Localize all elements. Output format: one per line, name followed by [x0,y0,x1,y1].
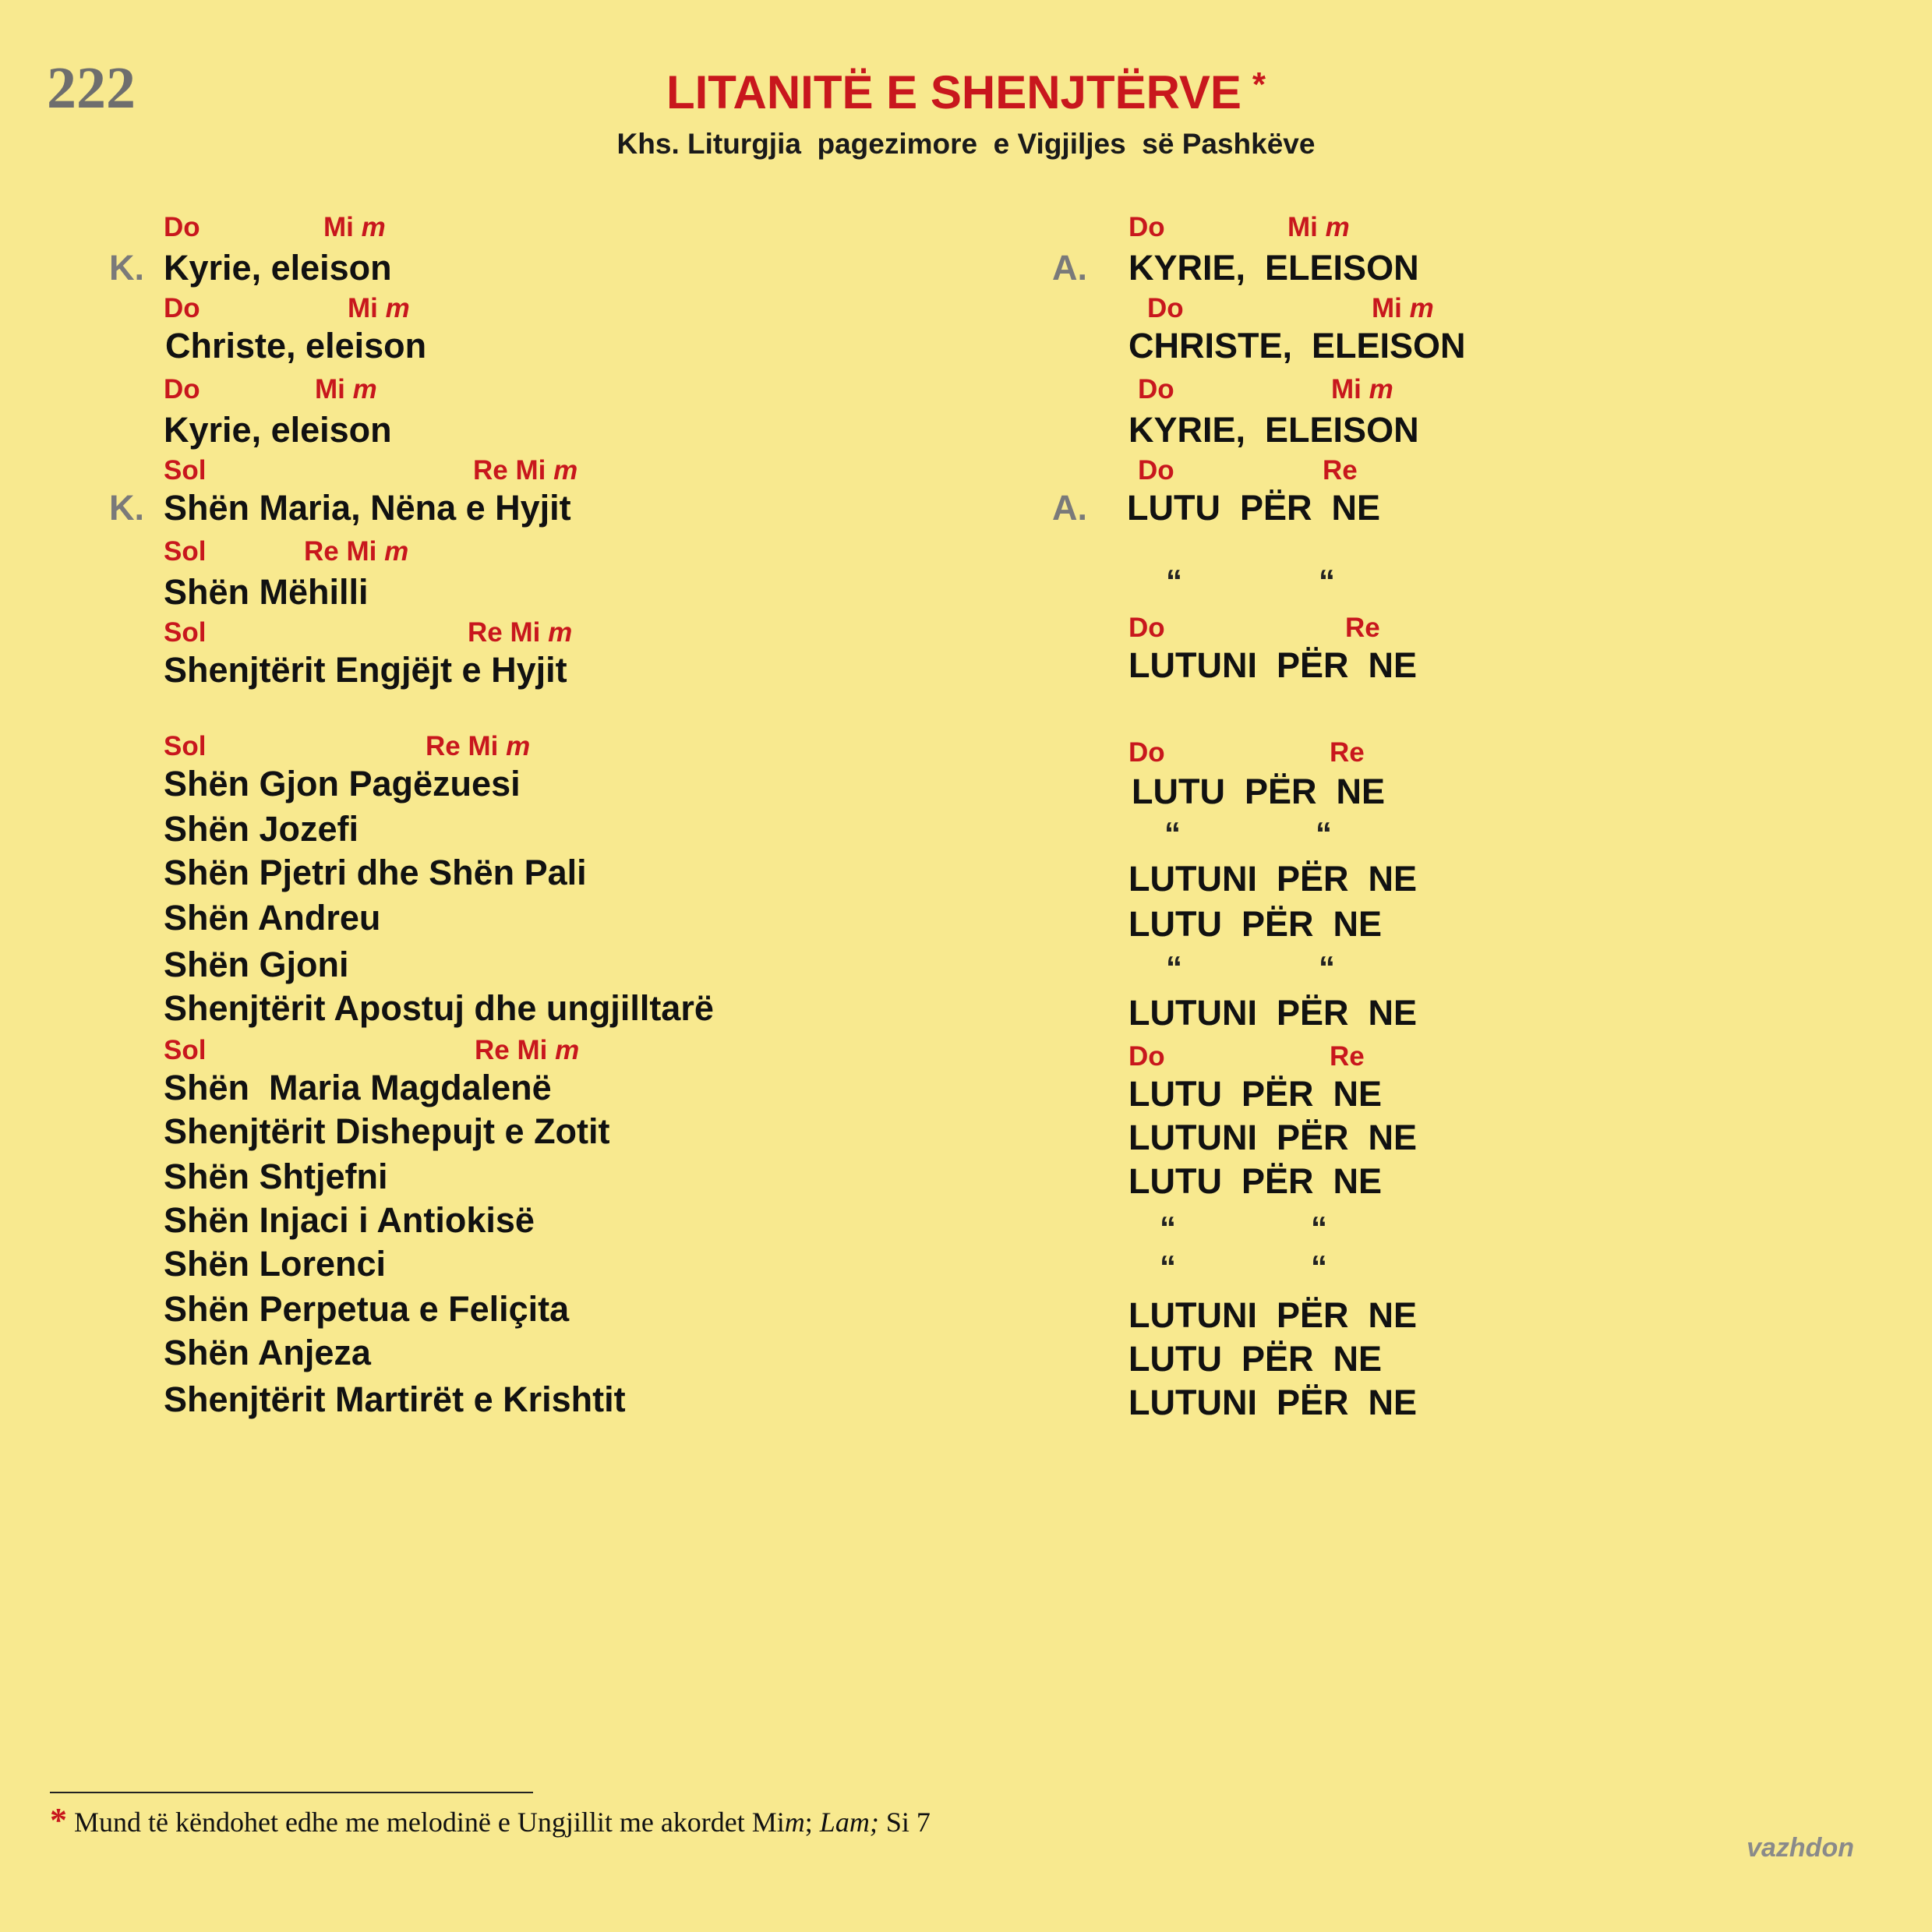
chord: Do [164,212,200,242]
lyric-line: Shën Lorenci [164,1244,387,1284]
lyric-line: Christe, eleison [165,326,427,366]
response-line: LUTUNI PËR NE [1128,645,1418,685]
chord: Mi m [315,374,377,404]
lyric-line: Shën Jozefi [164,809,359,849]
lyric-line: Shën Gjon Pagëzuesi [164,764,521,804]
response-line: LUTU PËR NE [1127,488,1381,528]
lyric-line: Shën Pjetri dhe Shën Pali [164,853,587,892]
chord: Re Mi m [473,455,578,486]
response-line: CHRISTE, ELEISON [1128,326,1466,366]
chord: Mi m [1331,374,1393,404]
lyric-line: Kyrie, eleison [164,248,392,288]
continue-label: vazhdon [1747,1833,1854,1863]
ditto-mark: “ [1311,1249,1327,1285]
ditto-mark: “ [1316,815,1332,852]
chord: Do [1138,455,1174,486]
ditto-mark: “ [1311,1210,1327,1246]
voice-marker: A. [1052,248,1087,288]
chord: Do [1128,737,1165,768]
chord: Re Mi m [475,1035,580,1065]
response-line: LUTU PËR NE [1128,1339,1383,1379]
chord: Do [1138,374,1174,404]
response-line: LUTU PËR NE [1128,1074,1383,1114]
chord: Re Mi m [426,731,531,761]
lyric-line: Shën Anjeza [164,1333,371,1372]
voice-marker: K. [109,488,144,528]
response-line: LUTU PËR NE [1128,904,1383,944]
chord: Mi m [348,293,410,323]
footnote: * Mund të këndohet edhe me melodinë e Ungjillit me akordet Mim; Lam; Si 7 [50,1801,931,1839]
response-line: KYRIE, ELEISON [1128,248,1419,288]
chord: Re [1330,737,1365,768]
lyric-line: Shën Gjoni [164,945,349,984]
lyric-line: Shenjtërit Apostuj dhe ungjilltarë [164,988,714,1028]
response-line: LUTUNI PËR NE [1128,1295,1418,1335]
chord: Do [1128,1041,1165,1072]
page-title [0,65,1932,119]
chord: Do [164,374,200,404]
ditto-mark: “ [1166,949,1182,986]
lyric-line: Shën Shtjefni [164,1157,388,1196]
footnote-mark: * [50,1801,67,1839]
chord: Re [1330,1041,1365,1072]
chord: Mi m [1372,293,1434,323]
lyric-line: Shenjtërit Martirët e Krishtit [164,1379,626,1419]
title-footnote-mark: * [1252,65,1266,104]
ditto-mark: “ [1319,949,1335,986]
voice-marker: A. [1052,488,1087,528]
lyric-line: Shën Andreu [164,898,381,938]
ditto-mark: “ [1160,1249,1176,1285]
page-subtitle: Khs. Liturgjia pagezimore e Vigjiljes së Pashkëve [616,128,1316,160]
footnote-divider [50,1792,533,1793]
chord: Sol [164,455,207,486]
lyric-line: Kyrie, eleison [164,410,392,450]
chord: Re Mi m [468,617,573,648]
chord: Sol [164,1035,207,1065]
footnote-lam: Lam; [819,1807,879,1838]
page-number: 222 [47,55,136,121]
chord: Sol [164,617,207,648]
response-line: LUTUNI PËR NE [1128,1118,1418,1157]
lyric-line: Shën Maria, Nëna e Hyjit [164,488,571,528]
lyric-line: Shën Injaci i Antiokisë [164,1200,535,1240]
response-line: KYRIE, ELEISON [1128,410,1419,450]
lyric-line: Shenjtërit Engjëjt e Hyjit [164,650,567,690]
chord: Do [1147,293,1184,323]
chord: Re Mi m [304,536,409,567]
ditto-mark: “ [1160,1210,1176,1246]
footnote-m: m [784,1807,805,1838]
title-text: LITANITË E SHENJTËRVE [666,66,1241,118]
response-line: LUTUNI PËR NE [1128,859,1418,899]
lyric-line: Shën Perpetua e Feliçita [164,1289,570,1329]
chord: Mi m [323,212,386,242]
lyric-line: Shenjtërit Dishepujt e Zotit [164,1111,610,1151]
response-line: LUTUNI PËR NE [1128,1383,1418,1422]
ditto-mark: “ [1319,563,1335,599]
chord: Re [1345,613,1380,643]
chord: Do [164,293,200,323]
voice-marker: K. [109,248,144,288]
ditto-mark: “ [1166,563,1182,599]
response-line: LUTUNI PËR NE [1128,993,1418,1033]
lyric-line: Shën Maria Magdalenë [164,1068,552,1107]
chord: Sol [164,536,207,567]
chord: Re [1323,455,1358,486]
chord: Do [1128,613,1165,643]
chord: Do [1128,212,1165,242]
footnote-text: Mund të këndohet edhe me melodinë e Ungjillit me akordet Mi [67,1807,785,1838]
response-line: LUTU PËR NE [1132,772,1386,811]
ditto-mark: “ [1164,815,1181,852]
chord: Sol [164,731,207,761]
response-line: LUTU PËR NE [1128,1161,1383,1201]
chord: Mi m [1287,212,1350,242]
footnote-si: Si 7 [878,1807,931,1838]
lyric-line: Shën Mëhilli [164,572,369,612]
